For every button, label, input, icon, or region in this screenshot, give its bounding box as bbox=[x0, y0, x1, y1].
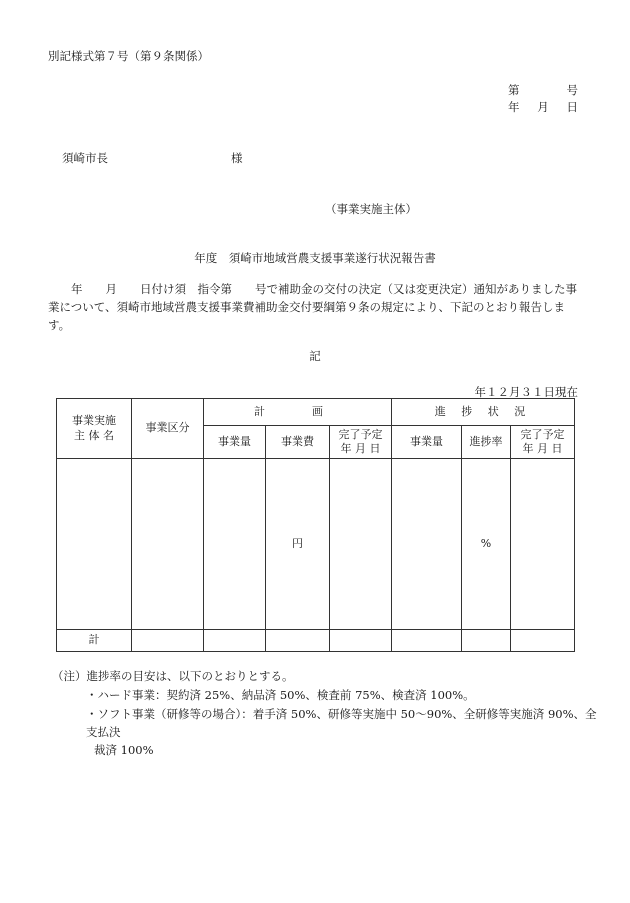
progress-rate-cell: % bbox=[462, 459, 511, 630]
progress-group-header: 進 捗 状 況 bbox=[392, 399, 575, 426]
number-prefix: 第 bbox=[508, 83, 520, 97]
progress-completion-header: 完了予定 年 月 日 bbox=[511, 426, 575, 459]
col-category-header: 事業区分 bbox=[132, 399, 204, 459]
number-suffix: 号 bbox=[566, 83, 578, 97]
plan-completion-header: 完了予定 年 月 日 bbox=[330, 426, 392, 459]
total-label: 計 bbox=[57, 630, 132, 652]
form-number-label: 別記様式第７号（第９条関係） bbox=[48, 49, 209, 63]
plan-completion-cell bbox=[330, 459, 392, 630]
document-date-row bbox=[508, 99, 578, 116]
plan-cost-header: 事業費 bbox=[266, 426, 330, 459]
total-progress-quantity-cell bbox=[392, 630, 462, 652]
entity-cell bbox=[57, 459, 132, 630]
table-row bbox=[57, 459, 575, 630]
date-month: 月 bbox=[537, 100, 549, 114]
plan-group-header: 計 画 bbox=[204, 399, 392, 426]
total-plan-quantity-cell bbox=[204, 630, 266, 652]
document-number-date bbox=[508, 82, 578, 116]
addressee-name: 須崎市長 bbox=[62, 151, 108, 165]
as-of-date: 年１２月３１日現在 bbox=[474, 385, 578, 399]
progress-quantity-header: 事業量 bbox=[392, 426, 462, 459]
total-progress-rate-cell bbox=[462, 630, 511, 652]
note-hard-projects: ・ハード事業：契約済 25%、納品済 50%、検査前 75%、検査済 100%。 bbox=[86, 688, 475, 702]
submitter-label: （事業実施主体） bbox=[325, 202, 417, 216]
progress-quantity-cell bbox=[392, 459, 462, 630]
total-plan-completion-cell bbox=[330, 630, 392, 652]
category-cell bbox=[132, 459, 204, 630]
note-soft-line-2: 裁済 100% bbox=[94, 743, 154, 757]
plan-cost-cell: 円 bbox=[266, 459, 330, 630]
col-entity-header: 事業実施 主 体 名 bbox=[57, 399, 132, 459]
plan-quantity-header: 事業量 bbox=[204, 426, 266, 459]
total-category-cell bbox=[132, 630, 204, 652]
progress-report-table bbox=[56, 398, 575, 652]
document-number-row bbox=[508, 82, 578, 99]
date-year: 年 bbox=[508, 100, 520, 114]
note-soft-projects bbox=[86, 705, 606, 759]
progress-rate-header: 進捗率 bbox=[462, 426, 511, 459]
document-title: 年度 須崎市地域営農支援事業遂行状況報告書 bbox=[194, 251, 436, 265]
total-plan-cost-cell bbox=[266, 630, 330, 652]
notes-title: （注）進捗率の目安は、以下のとおりとする。 bbox=[52, 669, 294, 683]
ki-heading: 記 bbox=[309, 349, 321, 363]
body-paragraph: 年 月 日付け須 指令第 号で補助金の交付の決定（又は変更決定）通知がありました事業について、須崎市地域営農支援事業費補助金交付要綱第９条の規定により、下記のとおり報告します。 bbox=[48, 282, 577, 332]
total-row bbox=[57, 630, 575, 652]
plan-quantity-cell bbox=[204, 459, 266, 630]
date-day: 日 bbox=[566, 100, 578, 114]
progress-completion-cell bbox=[511, 459, 575, 630]
total-progress-completion-cell bbox=[511, 630, 575, 652]
table-header-row-1 bbox=[57, 399, 575, 426]
note-soft-line-1: ・ソフト事業（研修等の場合）：着手済 50%、研修等実施中 50〜90%、全研修等実施済 90%、全支払決 bbox=[86, 707, 597, 739]
addressee-honorific: 様 bbox=[231, 151, 243, 165]
